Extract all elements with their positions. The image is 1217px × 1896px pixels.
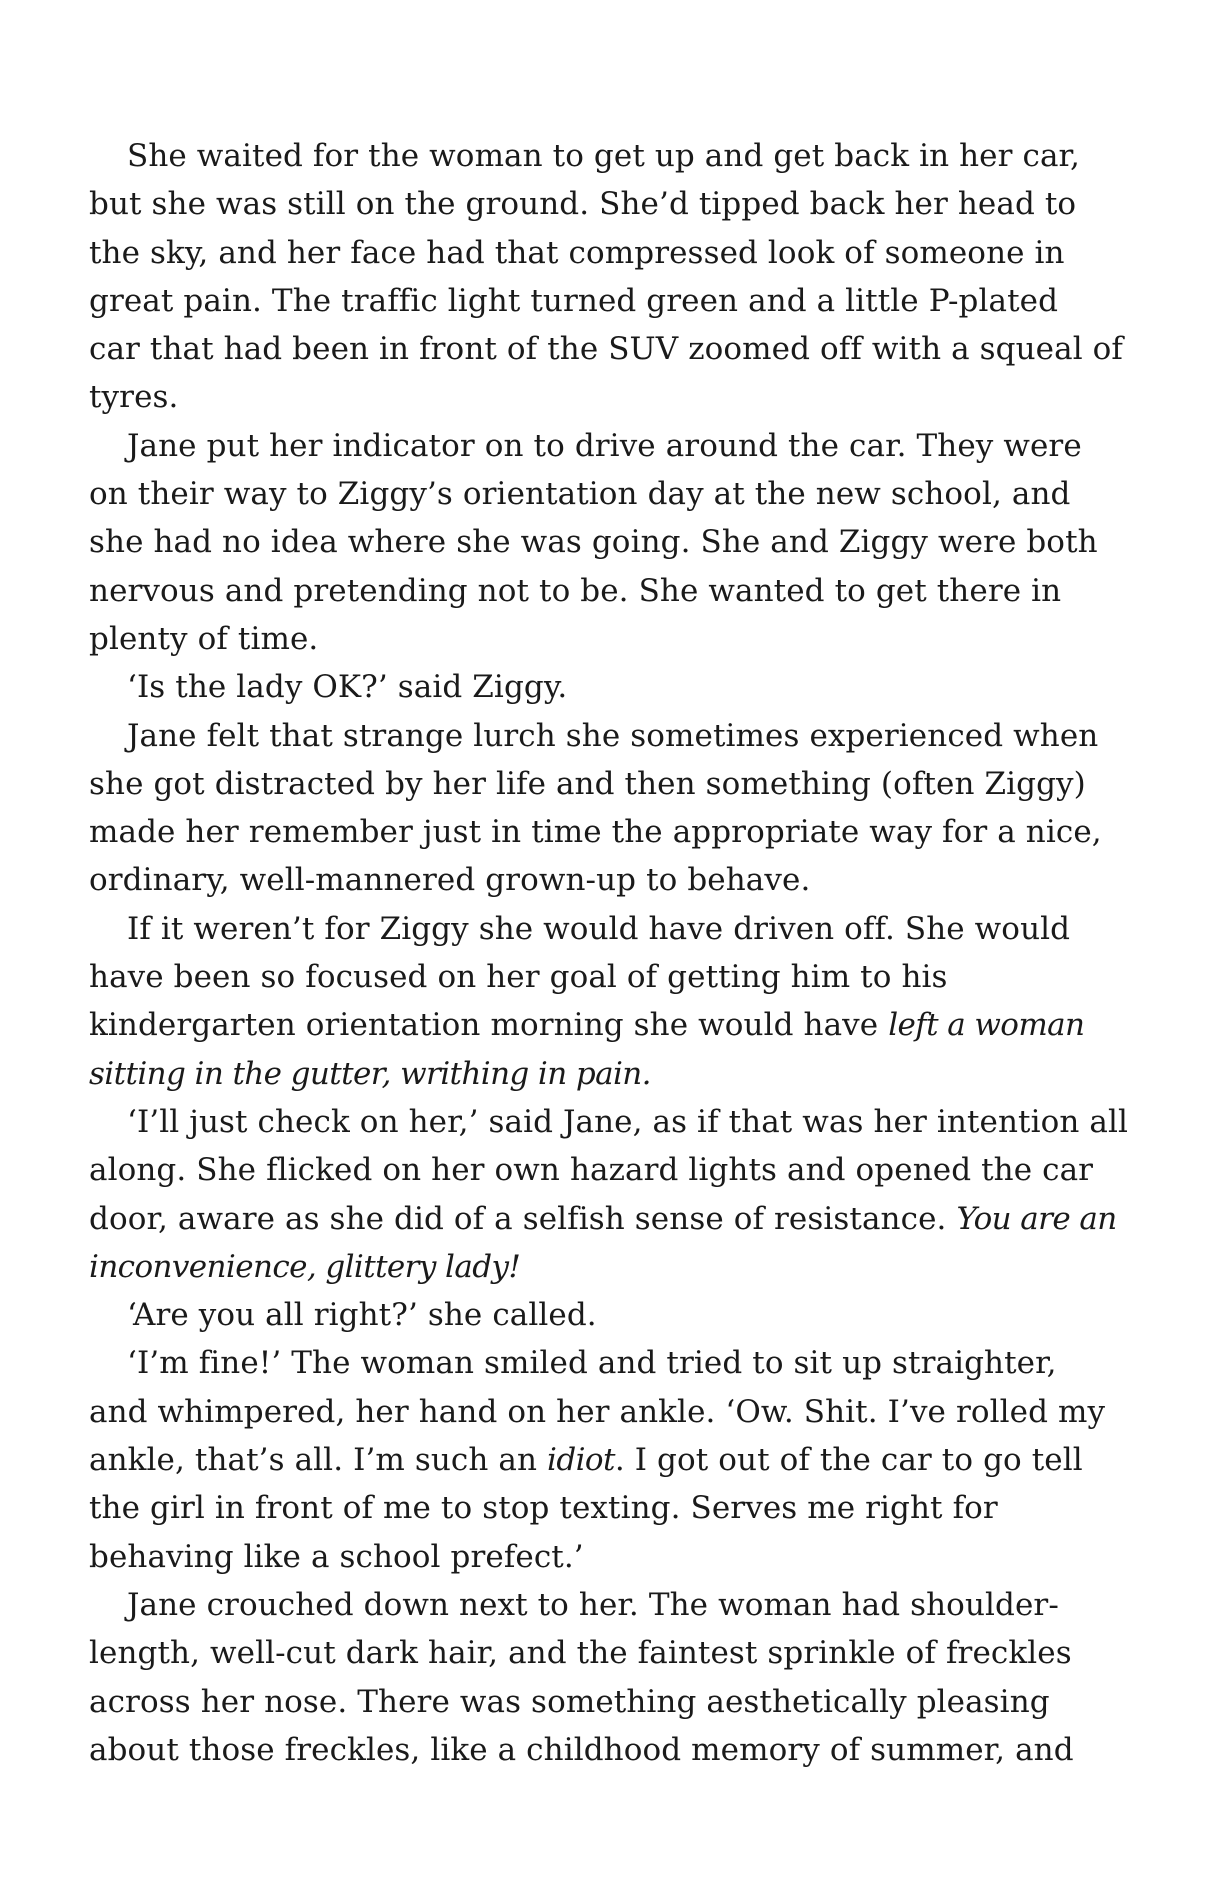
paragraph — [89, 1098, 1139, 1291]
text-line — [89, 1484, 1139, 1532]
text-line — [89, 953, 1139, 1001]
text-line — [89, 1243, 1139, 1291]
text-line — [89, 808, 1139, 856]
text-line — [89, 905, 1139, 953]
text-run: Jane put her indicator on to drive around the car. They were — [127, 427, 1082, 464]
text-run: great pain. The traffic light turned green and a little P-plated — [89, 282, 1059, 319]
text-line — [89, 1629, 1139, 1677]
text-line — [89, 373, 1139, 421]
text-run: door, aware as she did of a selfish sense of resistance. — [89, 1200, 957, 1237]
paragraph — [89, 905, 1139, 1098]
paragraph — [89, 1581, 1139, 1774]
text-run: ‘Is the lady OK?’ said Ziggy. — [127, 669, 568, 706]
text-run: made her remember just in time the appropriate way for a nice, — [89, 814, 1102, 851]
text-line — [89, 1146, 1139, 1194]
text-line — [89, 1388, 1139, 1436]
text-run: tyres. — [89, 379, 179, 416]
text-run: on their way to Ziggy’s orientation day at the new school, and — [89, 476, 1071, 513]
text-run: along. She flicked on her own hazard lights and opened the car — [89, 1152, 1094, 1189]
text-run: If it weren’t for Ziggy she would have driven off. She would — [127, 910, 1071, 947]
paragraph — [89, 663, 1139, 711]
text-run: Jane crouched down next to her. The woman had shoulder- — [127, 1586, 1059, 1623]
italic-text: left a woman — [888, 1007, 1085, 1044]
paragraph — [89, 712, 1139, 905]
book-page — [89, 132, 1139, 1774]
text-run: about those freckles, like a childhood memory of summer, and — [89, 1731, 1074, 1768]
text-line — [89, 1195, 1139, 1243]
text-line — [89, 567, 1139, 615]
text-run: nervous and pretending not to be. She wanted to get there in — [89, 572, 1062, 609]
paragraph — [89, 422, 1139, 663]
text-run: the girl in front of me to stop texting. Serves me right for — [89, 1490, 998, 1527]
text-run: the sky, and her face had that compressed look of someone in — [89, 234, 1065, 271]
text-line — [89, 422, 1139, 470]
italic-text: You are an — [956, 1200, 1117, 1237]
text-run: car that had been in front of the SUV zoomed off with a squeal of — [89, 331, 1123, 368]
paragraph — [89, 1339, 1139, 1580]
text-line — [89, 518, 1139, 566]
paragraph — [89, 1291, 1139, 1339]
text-line — [89, 470, 1139, 518]
text-run: behaving like a school prefect.’ — [89, 1538, 584, 1575]
text-line — [89, 1533, 1139, 1581]
text-run: she had no idea where she was going. She and Ziggy were both — [89, 524, 1098, 561]
text-run: and whimpered, her hand on her ankle. ‘Ow. Shit. I’ve rolled my — [89, 1393, 1106, 1430]
text-line — [89, 325, 1139, 373]
text-line — [89, 712, 1139, 760]
italic-text: idiot — [547, 1442, 615, 1479]
text-run: across her nose. There was something aesthetically pleasing — [89, 1683, 1050, 1720]
italic-text: inconvenience, glittery lady! — [89, 1248, 521, 1285]
text-line — [89, 180, 1139, 228]
text-line — [89, 1339, 1139, 1387]
text-line — [89, 132, 1139, 180]
text-run: plenty of time. — [89, 620, 319, 657]
text-line — [89, 1098, 1139, 1146]
text-run: kindergarten orientation morning she would have — [89, 1007, 889, 1044]
text-run: She waited for the woman to get up and get back in her car, — [127, 138, 1081, 174]
text-run: Jane felt that strange lurch she sometimes experienced when — [127, 717, 1099, 754]
text-run: ‘Are you all right?’ she called. — [127, 1297, 597, 1334]
text-line — [89, 229, 1139, 277]
text-line — [89, 1726, 1139, 1774]
text-line — [89, 615, 1139, 663]
text-line — [89, 1001, 1139, 1049]
text-run: ‘I’ll just check on her,’ said Jane, as if that was her intention all — [127, 1103, 1128, 1140]
text-run: have been so focused on her goal of getting him to his — [89, 959, 948, 996]
text-line — [89, 277, 1139, 325]
italic-text: sitting in the gutter, writhing in pain. — [89, 1055, 651, 1092]
text-line — [89, 1291, 1139, 1339]
text-line — [89, 856, 1139, 904]
text-line — [89, 663, 1139, 711]
text-run: ordinary, well-mannered grown-up to behave. — [89, 862, 811, 899]
text-line — [89, 1050, 1139, 1098]
text-run: length, well-cut dark hair, and the faintest sprinkle of freckles — [89, 1635, 1072, 1672]
text-run: but she was still on the ground. She’d tipped back her head to — [89, 186, 1077, 223]
text-run: . I got out of the car to go tell — [614, 1442, 1083, 1479]
text-line — [89, 760, 1139, 808]
paragraph — [89, 132, 1139, 422]
text-run: ‘I’m fine!’ The woman smiled and tried to sit up straighter, — [127, 1345, 1057, 1382]
text-line — [89, 1581, 1139, 1629]
text-run: ankle, that’s all. I’m such an — [89, 1442, 548, 1479]
text-line — [89, 1436, 1139, 1484]
text-line — [89, 1678, 1139, 1726]
text-run: she got distracted by her life and then something (often Ziggy) — [89, 765, 1086, 802]
